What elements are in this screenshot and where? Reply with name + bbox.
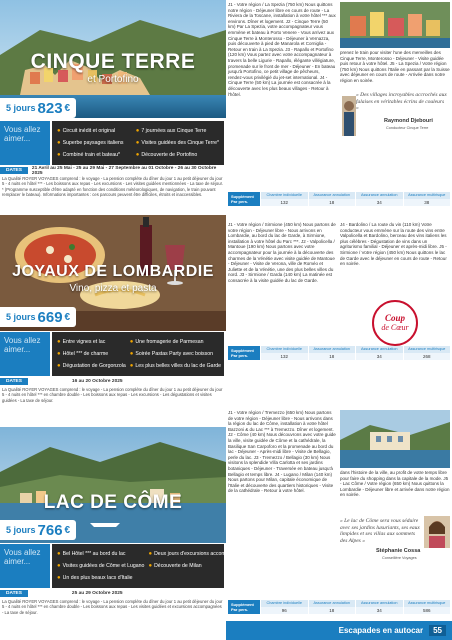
highlight-item: ● Découverte de Portofino — [135, 151, 198, 158]
price-table — [228, 346, 450, 360]
highlight-item: ● Soirée Pastas Party avec boisson — [129, 350, 213, 357]
highlight-item: ● Une fromagerie de Parmesan — [129, 338, 204, 345]
bullet-icon: ● — [57, 338, 61, 345]
itinerary-text-continued: J4 - Bardolino / La route du vin (110 km) Votre conducteur vous emmène sur la route des vins entre Valpolicella et Bardolino, berceau des vins italiens les plus célèbres - Dégustation de vins dans un agriturismo familial - Déjeuner et après-midi libre. J5 - Sirmione / Votre région (450 km) Nous quittons le lac de Garde avec le déjeuner en cours de route - Retour en soirée. — [340, 222, 447, 267]
vous-allez-aimer-label: Vous allez aimer... — [0, 544, 50, 588]
village-image — [340, 2, 450, 48]
page-footer — [226, 621, 452, 640]
bullet-icon: ● — [148, 550, 153, 557]
itinerary-cinque-terre — [226, 0, 452, 215]
bullet-icon: ● — [129, 362, 134, 369]
price-cell: Chambre individuelle 132 — [260, 346, 308, 360]
price-currency: € — [64, 524, 71, 536]
bullet-icon: ● — [129, 338, 134, 345]
vous-allez-aimer-label: Vous allez aimer... — [0, 332, 50, 376]
bullet-icon: ● — [57, 550, 61, 557]
itinerary-text: J1 - Votre région / Tremezzo (650 km) Nous partons de votre région - Déjeuner libre - Nous arrivons dans la région du lac de Côme, installation à votre hôtel Bazzoni & du Lac *** à Tremezzo. Dîner et logement. J2 - Côme (40 km) Nous découvrons avec votre guide la ville, visite guidée de Côme et la cathédrale, la Basilique San Carpoforo et la promenade au bord du lac - Déjeuner - Après-midi libre - Visite de Bellagio, perle du lac. J3 - Tremezzo / Bellagio (30 km) Nous visitons la splendide Villa Carlotta et ses jardins botaniques - Déjeuner - Traversée en bateau jusqu'à Bellagio et temps libre. J4 - Lugano / Milan (140 km) Nous partons pour Milan, capitale économique de l'Italie et découverte des quartiers historiques - Visite de la cathédrale - Retour à votre hôtel. — [228, 410, 336, 494]
dates-bar — [0, 167, 226, 174]
highlight-item: ● Circuit inédit et original — [57, 127, 116, 134]
bullet-icon: ● — [57, 562, 61, 569]
dates-label: DATES — [0, 590, 28, 597]
vous-allez-aimer-label: Vous allez aimer... — [0, 121, 50, 165]
price-cell: Chambre individuelle 132 — [260, 192, 308, 206]
price-table — [228, 192, 450, 206]
dates-bar — [0, 378, 226, 385]
itinerary-lombardie — [226, 220, 452, 410]
bullet-icon: ● — [57, 127, 61, 134]
price-tag — [0, 98, 76, 118]
price-cell: Assurance annulation 34 — [355, 192, 403, 206]
footer-section-title: Escapades en autocar — [338, 626, 424, 635]
bullet-icon: ● — [57, 350, 61, 357]
price-amount: 669 — [37, 308, 63, 326]
guide-quote: « Des villages incroyables accrochés aux falaises en véritables écrins de couleurs » — [356, 92, 447, 112]
highlights-list — [52, 544, 246, 588]
offer-cinque-terre — [0, 0, 226, 215]
fine-print: La Qualité ROYER VOYAGES comprend : le voyage - La pension complète du dîner du jour 1 au petit déjeuner du jour 5 - 4 nuits en hôtel *** - Les boissons aux repas - Les excursions - Les visites guidées mentionnées - La taxe de séjour. * (Programme susceptible d'être adapté en fonction des conditions météorologiques, de navigation, le train pouvant remplacer le bateau). Informations importantes : ces parcours peuvent être difficiles, étroits et inaccessibles. — [2, 176, 223, 198]
itinerary-text: J1 - Votre région / La Spezia (750 km) Nous quittons notre région - Déjeuner libre en cours de route - La Riviera de la Toscane, installation à votre hôtel *** aux environs. Dîner et logement. J2 - Cinque Terre (50 km) Par La Spezia, votre accompagnateur vous emmène et bateau à Porto Venere - Vous arrivez aux Cinque Terre à Monterosso - Déjeuner à Vernazza, puis découverte à pied de Manarola et Corniglia - Retour en train à La Spezia. J3 - Rapallo et Portofino (120 km) Vous partez avec votre accompagnateur à travers la belle Ligurie - Rapallo, élégante villégiature, promenade sur le front de mer - Déjeuner - En bateau jusqu'à Portofino, ce petit village de pêcheurs, rendez-vous privilégié du jet-set international. J4 - Cinque Terre (50 km) La journée est consacrée à la découverte avec les plus beaux villages - Retour à l'hôtel. — [228, 2, 336, 97]
highlight-item: ● 7 journées aux Cinque Terre — [135, 127, 207, 134]
guide-role: Conducteur Cinque Terre — [386, 126, 429, 130]
itinerary-lac-de-come — [226, 408, 452, 620]
itinerary-text-continued: dans l'histoire de la ville, au profit de votre temps libre pour faire du shopping dans la capitale de la mode. J5 - Lac Côme / Votre région (650 km) Nous quittons la Lombardie - Déjeuner libre et arrivée dans notre région en soirée. — [340, 470, 450, 498]
price-amount: 766 — [37, 521, 63, 539]
duration-label: 5 jours — [6, 525, 36, 535]
advisor-quote: « Le lac de Côme sera vous séduire avec ses jardins luxuriants, ses eaux limpides et ses villas aux sommets des Alpes » — [340, 518, 420, 544]
bullet-icon: ● — [57, 362, 61, 369]
dates-value: 21 Avril au 25 Mai - 25 au 29 Mai - 27 Septembre au 01 Octobre - 26 au 30 Octobre 2025 — [31, 165, 217, 176]
offer-title: JOYAUX DE LOMBARDIE — [12, 263, 214, 280]
itinerary-text: J1 - Votre région / Sirmione (450 km) Nous partons de votre région - Déjeuner libre - Nous arrivons en Lombardie, au bord du lac de Garde, à Sirmione, installation à votre hôtel du Parc ***. J2 - Valpolicella / Mantoue (190 km) Nous partons avec votre accompagnateur pour la journée à la découverte des charmes de la Vénétie avec visite guidée de Mantoue - Déjeuner - Visite de Verona, ville de Roméo et Juliette et de la Vénétie, une des plus belles villes du nord. J3 - Sirmione / Garda (140 km) La matinée est consacrée à la visite guidée du lac de Garde. — [228, 222, 336, 283]
price-cell: Assurance annulation 34 — [355, 346, 403, 360]
offer-title: LAC DE CÔME — [43, 492, 183, 513]
highlight-item: ● Hôtel *** de charme — [57, 350, 109, 357]
price-cell: Assurance multirisque 586 — [403, 600, 451, 614]
dates-value: 16 au 20 Octobre 2025 — [71, 379, 123, 384]
bullet-icon: ● — [57, 151, 61, 158]
price-cell: Assurance annulation 34 — [355, 600, 403, 614]
highlight-item: ● Combiné train et bateau* — [57, 151, 121, 158]
highlights-list — [52, 332, 224, 376]
advisor-portrait — [424, 516, 450, 548]
price-cell: Assurance annulation 18 — [308, 346, 356, 360]
bullet-icon: ● — [135, 151, 140, 158]
offer-subtitle: et Portofino — [87, 74, 139, 85]
highlight-item: ● Deux jours d'excursions accompagnées — [148, 550, 246, 557]
avatar — [424, 516, 450, 548]
price-amount: 823 — [37, 99, 63, 117]
villa-photo — [340, 410, 450, 468]
price-cell: Assurance multirisque 38 — [403, 192, 451, 206]
price-cell: Chambre individuelle 96 — [260, 600, 308, 614]
villa-image — [340, 410, 450, 468]
guide-portrait — [342, 96, 356, 136]
advisor-name: Stéphanie Cossa — [376, 548, 421, 554]
bullet-icon: ● — [129, 350, 134, 357]
advisor-role: Conseillère Voyages — [382, 556, 417, 560]
dates-bar — [0, 590, 226, 597]
highlight-item: ● Les plus belles villes du lac de Garde — [129, 362, 222, 369]
highlight-item: ● Superbe paysages italiens — [57, 139, 124, 146]
price-cell: Assurance annulation 18 — [308, 600, 356, 614]
dates-value: 25 au 29 Octobre 2025 — [71, 591, 123, 596]
duration-label: 5 jours — [6, 103, 36, 113]
avatar — [342, 96, 356, 136]
price-table-header: Supplément Par pers. — [228, 600, 260, 614]
highlight-item: ● Visites guidées de Côme et Lugano — [57, 562, 145, 569]
price-table — [228, 600, 450, 614]
page-number: 55 — [429, 625, 446, 636]
offer-title: CINQUE TERRE — [30, 50, 196, 73]
price-cell: Assurance multirisque 268 — [403, 346, 451, 360]
dates-label: DATES — [0, 378, 28, 385]
price-currency: € — [64, 311, 71, 323]
highlights-list — [52, 121, 224, 165]
itinerary-text-continued: prenez le train pour visiter l'une des merveilles des Cinque Terre, Monterosso - Déjeuner - Visite guidée puis retour à votre hôtel. J5 - La Spezia / Votre région (750 km) Nous quittons l'Italie en passant par la Suisse avec déjeuner en cours de route - Arrivée dans notre région en soirée. — [340, 50, 450, 83]
bullet-icon: ● — [135, 127, 140, 134]
duration-label: 5 jours — [6, 312, 36, 322]
highlight-item: ● Bel Hôtel *** au bord du lac — [57, 550, 126, 557]
price-tag — [0, 307, 76, 327]
price-tag — [0, 520, 76, 540]
price-table-header: Supplément Par pers. — [228, 346, 260, 360]
highlight-item: ● Visites guidées des Cinque Terre* — [135, 139, 219, 146]
bullet-icon: ● — [57, 574, 61, 581]
bullet-icon: ● — [148, 562, 153, 569]
offer-joyaux-lombardie — [0, 215, 226, 427]
highlight-item: ● Découverte de Milan — [148, 562, 202, 569]
fine-print: La Qualité ROYER VOYAGES comprend : le voyage - La pension complète du dîner du jour 1 au petit déjeuner du jour 5 - 4 nuits en hôtel *** en chambre double - Les boissons aux repas - Les excursions - Les dégustations et visites guidées - La taxe de séjour. — [2, 387, 223, 403]
price-cell: Assurance annulation 18 — [308, 192, 356, 206]
village-photo — [340, 2, 450, 48]
guide-name: Raymond Djebouri — [384, 118, 433, 124]
highlight-item: ● Entre vignes et lac — [57, 338, 106, 345]
itineraries-column — [226, 0, 452, 640]
dates-label: DATES — [0, 167, 28, 174]
price-currency: € — [64, 102, 71, 114]
bullet-icon: ● — [135, 139, 140, 146]
highlight-item: ● Un des plus beaux lacs d'Italie — [57, 574, 133, 581]
offer-subtitle: Vino, pizza et pasta — [69, 283, 157, 294]
price-table-header: Supplément Par pers. — [228, 192, 260, 206]
fine-print: La Qualité ROYER VOYAGES comprend : le voyage - La pension complète du dîner du jour 1 au petit déjeuner du jour 5 - 4 nuits en hôtel *** en chambre double - Les boissons aux repas - Les visites guidées et excursions accompagnées - La taxe de séjour. — [2, 599, 223, 615]
bullet-icon: ● — [57, 139, 61, 146]
coup-de-coeur-badge: Coup de Cœur — [372, 300, 418, 346]
highlight-item: ● Dégustation de Gorgonzola — [57, 362, 126, 369]
